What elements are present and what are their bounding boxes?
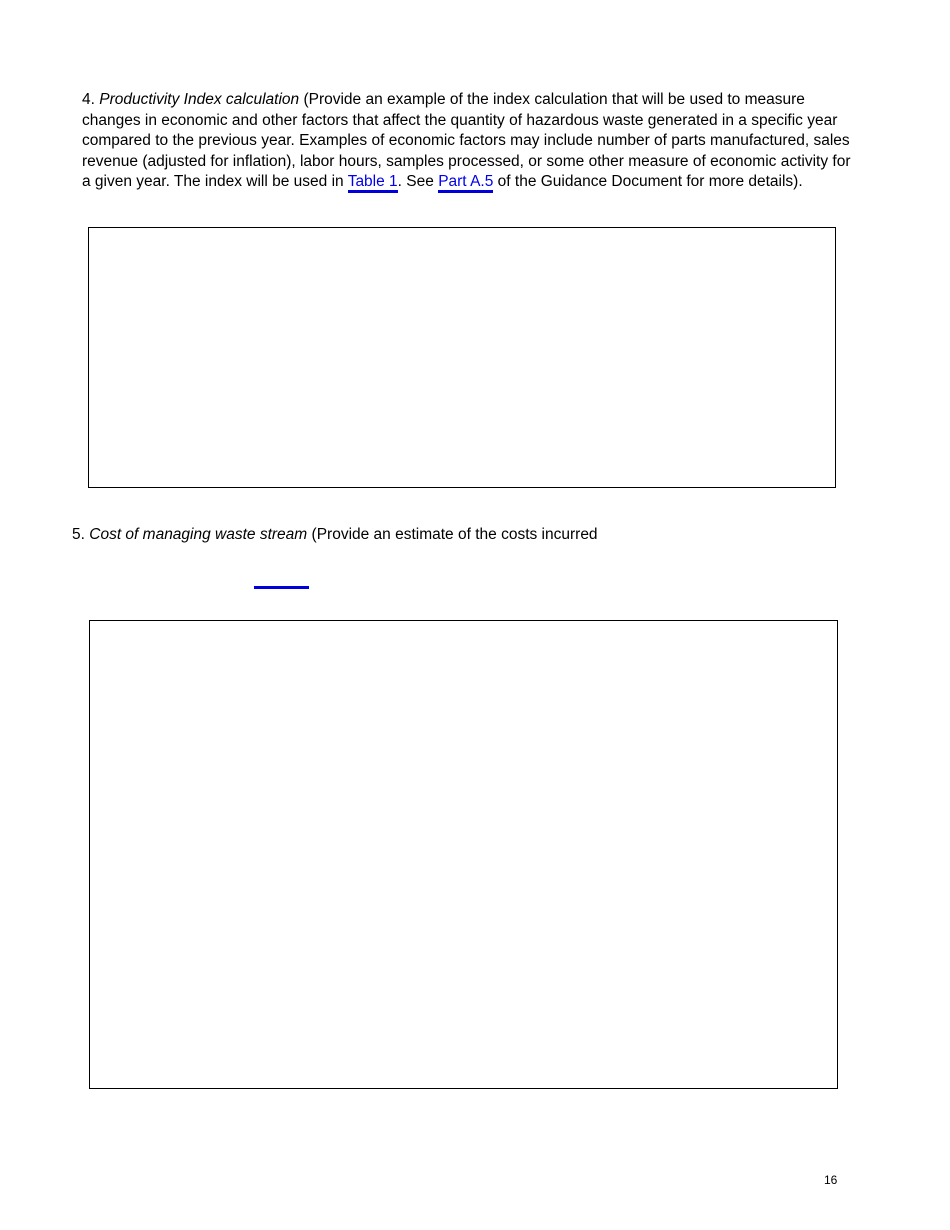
question-4-description: (Provide an example of the index calculation that will be used to measure changes in economic and other factors that affect the quantity of hazardous waste generated in a specific year compared to the previous year. Examples of economic factors may include number of parts manufactured, sales revenue (adjusted for inflation), labor hours, samples processed, or some other measure of economic activity for a given year. The index will be used in: [82, 91, 851, 190]
question-4-see-text: . See: [397, 173, 434, 190]
question-4-number: 4.: [82, 91, 95, 108]
question-4-closing-text: of the Guidance Document for more details).: [497, 173, 803, 190]
question-4-title: Productivity Index calculation: [99, 91, 300, 108]
productivity-index-answer-box[interactable]: [88, 227, 836, 488]
page-number: 16: [824, 1173, 838, 1187]
part-a5-link[interactable]: Part A.5: [438, 173, 493, 193]
question-4-prompt: [82, 90, 857, 193]
question-5-prompt: [72, 525, 872, 546]
waste-stream-cost-answer-box[interactable]: [89, 620, 838, 1089]
table-1-link[interactable]: Table 1: [348, 173, 398, 193]
hidden-link-underline[interactable]: [254, 586, 309, 589]
question-5-title: Cost of managing waste stream: [89, 526, 308, 543]
question-5-number: 5.: [72, 526, 85, 543]
question-5-description: (Provide an estimate of the costs incurred: [311, 526, 598, 543]
